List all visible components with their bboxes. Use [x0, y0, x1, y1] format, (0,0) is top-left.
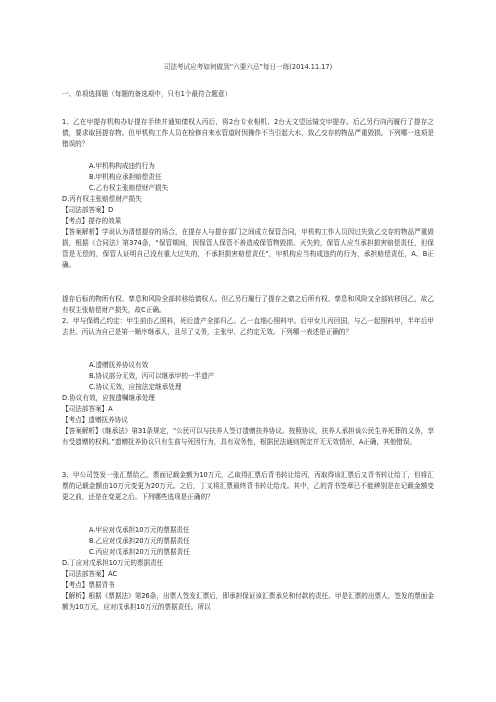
q2-option-a: A.遗赠抚养协议有效 [89, 361, 149, 369]
q1-option-a: A.甲机构构成违约行为 [89, 162, 155, 170]
q3-stem: 3、甲公司签发一张汇票给乙，票面记载金额为10万元，乙取得汇票后背书转让给丙，丙取得该汇票后又背书转让给丁，但将汇票的记载金额由10万元变更为20万元。之后，丁又将汇票最终背书转让给戊。其中，乙的背书签章已不能辨别是在记载金额变更之前，还是在变更之后。下列哪些选项是正确的？ [62, 471, 434, 502]
q2-answer: 【司法部答案】A [62, 405, 113, 413]
q3-analysis: 【解析】根据《票据法》第26条，出票人签发汇票后，即承担保证该汇票承兑和付款的责任。甲是汇票的出票人，签发的票面金额为10万元，应对戊承担10万元的票据责任。所以 [62, 592, 434, 612]
q2-option-d: D.协议有效，应按遗嘱继承处理 [62, 394, 155, 402]
q2-option-b: B.协议部分无效，丙可以继承甲的一半遗产 [89, 372, 215, 380]
q2-analysis: 【答案解析】《继承法》第31条规定，“公民可以与扶养人签订遗赠扶养协议。按照协议，扶养人承担该公民生养死葬的义务，享有受遗赠的权利。”遗赠抚养协议只有生前与死因行为，具有双务性，根据民法通则规定并无无效情形，A正确，其他错误。 [62, 427, 434, 447]
q3-option-b: B.乙应对戊承担20万元的票据责任 [89, 537, 190, 545]
q2-option-c: C.协议无效，应按法定继承处理 [89, 383, 182, 391]
q3-point: 【考点】票据背书 [62, 581, 115, 589]
section-heading: 一、单项选择题（每题的备选项中，只有1个最符合题意） [62, 90, 232, 98]
q3-option-c: C.丙应对戊承担20万元的票据责任 [89, 548, 190, 556]
q3-option-a: A.甲应对戊承担10万元的票据责任 [89, 526, 190, 534]
q3-option-d: D.丁应对戊承担10万元的票据责任 [62, 559, 164, 567]
q1-option-d: D.丙有权主张赔偿财产损失 [62, 195, 142, 203]
q1-point: 【考点】提存的效果 [62, 217, 122, 225]
q3-answer: 【司法部答案】AC [62, 570, 118, 578]
q1-option-b: B.甲机构应承担赔偿责任 [89, 173, 162, 181]
q2-point: 【考点】遗赠抚养协议 [62, 416, 128, 424]
q1-option-c: C.乙有权主张赔偿财产损失 [89, 184, 169, 192]
q1-stem: 1、乙在甲提存机构办好提存手续并通知债权人丙后，将2台专业相机、2台天文望远镜交甲提存。后乙另行向丙履行了提存之债，要求取回提存物。但甲机构工作人员在检修自来水管道时因操作不当引起大水，致乙交存的物品严重毁损。下列哪一选项是错误的？ [62, 118, 434, 149]
q2-stem: 2、甲与保姆乙约定：甲生前由乙照料，死后遗产全部归乙。乙一直细心照料甲。后甲女儿丙回国，与乙一起照料甲，半年后甲去世。丙认为自己是第一顺序继承人，且尽了义务，主张甲、乙约定无效。下列哪一表述是正确的？ [62, 317, 434, 337]
q1-answer: 【司法部答案】D [62, 206, 114, 214]
q1-extra: 提存后标的物所有权、孳息和风险全部转移给债权人。但乙另行履行了提存之债之后所有权、孳息和风险又全部转移回乙，故乙有权主张赔偿财产损失，故C正确。 [62, 295, 434, 315]
document-title: 司法考试应考如何做到“六要六忌”每日一练(2014.11.17) [163, 63, 333, 71]
q1-analysis: 【答案解析】学说认为清偿提存的场合，在提存人与提存部门之间成立保管合同，甲机构工作人员因过失致乙交存的物品严重毁损，根据《合同法》第374条，“保管期间，因保管人保管不善造成保管物毁损、灭失的，保管人应当承担损害赔偿责任，但保管是无偿的，保管人证明自己没有重大过失的，不承担损害赔偿责任”，甲机构应当构成违约的行为，承担赔偿责任，A、B正确。 [62, 228, 434, 270]
